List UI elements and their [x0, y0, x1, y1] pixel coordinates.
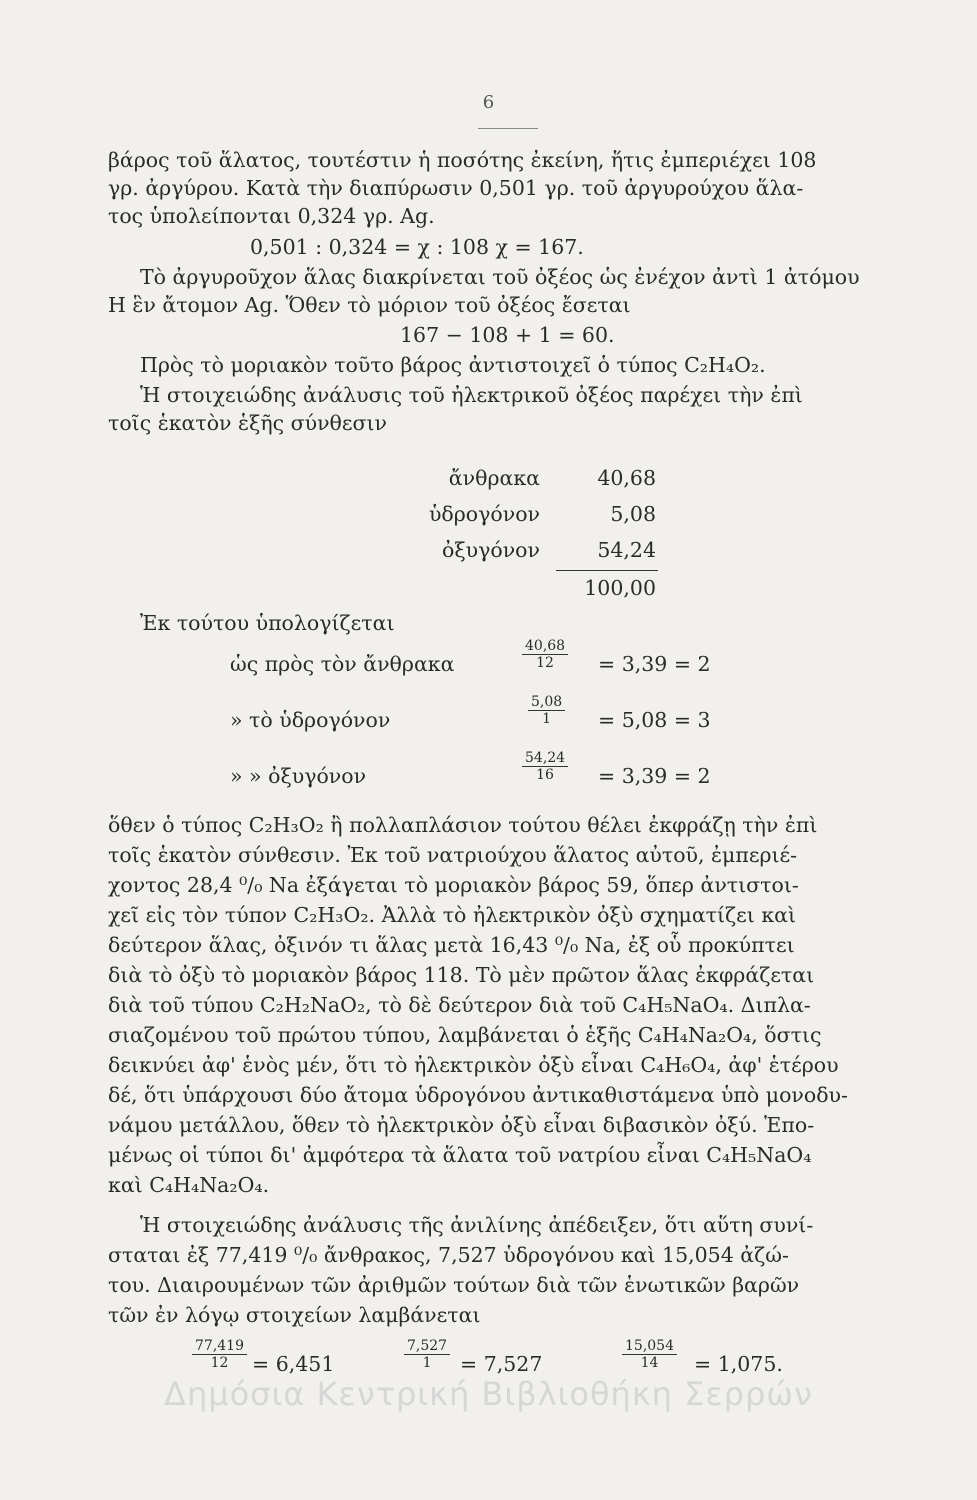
final-fraction — [622, 1338, 677, 1371]
calc-result: = 3,39 = 2 — [598, 652, 711, 676]
text-line: Τὸ ἀργυροῦχον ἅλας διακρίνεται τοῦ ὀξέος ὡς ἐνέχον ἀντὶ 1 ἀτόμου — [140, 265, 860, 289]
text-line: χοντος 28,4 ⁰/₀ Na ἐξάγεται τὸ μοριακὸν βάρος 59, ὅπερ ἀντιστοι- — [108, 873, 799, 897]
calc-fraction — [522, 638, 568, 671]
library-watermark: Δημόσια Κεντρική Βιβλιοθήκη Σερρών — [164, 1375, 813, 1413]
calc-label: » τὸ ὑδρογόνον — [230, 708, 391, 732]
fraction-numerator: 77,419 — [192, 1338, 247, 1355]
sum-rule — [556, 570, 658, 571]
calc-label: » » ὀξυγόνον — [230, 764, 367, 788]
calc-result: = 3,39 = 2 — [598, 764, 711, 788]
text-line: τοῖς ἑκατὸν σύνθεσιν. Ἐκ τοῦ νατριούχου ἅλατος αὐτοῦ, ἐμπεριέ- — [108, 843, 798, 867]
final-result: = 6,451 — [252, 1352, 335, 1376]
text-line: τοῖς ἑκατὸν ἑξῆς σύνθεσιν — [108, 411, 387, 435]
text-line: ὅθεν ὁ τύπος C₂H₃O₂ ἢ πολλαπλάσιον τούτου θέλει ἐκφράζῃ τὴν ἐπὶ — [108, 813, 818, 837]
final-result: = 7,527 — [460, 1352, 543, 1376]
text-line: Ἡ στοιχειώδης ἀνάλυσις τοῦ ἠλεκτρικοῦ ὀξέος παρέχει τὴν ἐπὶ — [140, 383, 803, 407]
text-line: μένως οἱ τύποι δι' ἀμφότερα τὰ ἅλατα τοῦ νατρίου εἶναι C₄H₅NaO₄ — [108, 1143, 812, 1167]
calc-result: = 5,08 = 3 — [598, 708, 711, 732]
calc-intro: Ἐκ τούτου ὑπολογίζεται — [140, 611, 395, 635]
fraction-numerator: 54,24 — [522, 750, 568, 767]
text-line: Ἡ στοιχειώδης ἀνάλυσις τῆς ἀνιλίνης ἀπέδειξεν, ὅτι αὕτη συνί- — [140, 1213, 814, 1237]
proportion-line: 0,501 : 0,324 = χ : 108 χ = 167. — [250, 235, 584, 259]
text-line: βάρος τοῦ ἅλατος, τουτέστιν ἡ ποσότης ἐκείνη, ἥτις ἐμπεριέχει 108 — [108, 148, 817, 172]
composition-total: 100,00 — [584, 576, 656, 600]
fraction-numerator: 40,68 — [522, 638, 568, 655]
text-line: του. Διαιρουμένων τῶν ἀριθμῶν τούτων διὰ τῶν ἑνωτικῶν βαρῶν — [108, 1273, 800, 1297]
fraction-numerator: 15,054 — [622, 1338, 677, 1355]
text-line: Η ἓν ἄτομον Ag. Ὅθεν τὸ μόριον τοῦ ὀξέος ἔσεται — [108, 293, 631, 317]
text-line: τος ὑπολείπονται 0,324 γρ. Ag. — [108, 204, 435, 228]
calc-label: ὡς πρὸς τὸν ἄνθρακα — [230, 652, 455, 676]
header-rule — [478, 128, 538, 129]
equation-line: 167 − 108 + 1 = 60. — [400, 323, 615, 347]
fraction-numerator: 5,08 — [528, 694, 565, 711]
final-fraction — [404, 1338, 450, 1371]
text-line: Πρὸς τὸ μοριακὸν τοῦτο βάρος ἀντιστοιχεῖ ὁ τύπος C₂H₄O₂. — [140, 353, 766, 377]
composition-name: ὀξυγόνον — [442, 538, 540, 562]
composition-name: ἄνθρακα — [448, 466, 540, 490]
composition-value: 40,68 — [597, 466, 656, 490]
fraction-denominator: 12 — [210, 1355, 229, 1371]
text-line: σιαζομένου τοῦ πρώτου τύπου, λαμβάνεται ὁ ἑξῆς C₄H₄Na₂O₄, ὅστις — [108, 1023, 822, 1047]
calc-fraction — [522, 750, 568, 783]
final-fraction — [192, 1338, 247, 1371]
text-line: καὶ C₄H₄Na₂O₄. — [108, 1173, 270, 1197]
fraction-denominator: 12 — [536, 655, 554, 671]
text-line: γρ. ἀργύρου. Κατὰ τὴν διαπύρωσιν 0,501 γρ. τοῦ ἀργυρούχου ἅλα- — [108, 176, 804, 200]
calc-fraction — [528, 694, 565, 727]
fraction-denominator: 1 — [542, 711, 552, 727]
text-line: διὰ τὸ ὀξὺ τὸ μοριακὸν βάρος 118. Τὸ μὲν πρῶτον ἅλας ἐκφράζεται — [108, 963, 815, 987]
text-line: δεικνύει ἀφ' ἑνὸς μέν, ὅτι τὸ ἠλεκτρικὸν ὀξὺ εἶναι C₄H₆O₄, ἀφ' ἑτέρου — [108, 1053, 839, 1077]
fraction-denominator: 14 — [640, 1355, 659, 1371]
fraction-denominator: 16 — [536, 767, 554, 783]
text-line: διὰ τοῦ τύπου C₂H₂NaO₂, τὸ δὲ δεύτερον διὰ τοῦ C₄H₅NaO₄. Διπλα- — [108, 993, 811, 1017]
composition-name: ὑδρογόνον — [428, 502, 540, 526]
text-line: χεῖ εἰς τὸν τύπον C₂H₃O₂. Ἀλλὰ τὸ ἠλεκτρικὸν ὀξὺ σχηματίζει καὶ — [108, 903, 797, 927]
text-line: νάμου μετάλλου, ὅθεν τὸ ἠλεκτρικὸν ὀξὺ εἶναι διβασικὸν ὀξύ. Ἑπο- — [108, 1113, 815, 1137]
composition-value: 54,24 — [597, 538, 656, 562]
composition-value: 5,08 — [610, 502, 656, 526]
text-line: δεύτερον ἅλας, ὀξινόν τι ἅλας μετὰ 16,43 ⁰/₀ Na, ἐξ οὗ προκύπτει — [108, 933, 795, 957]
text-line: τῶν ἐν λόγῳ στοιχείων λαμβάνεται — [108, 1303, 481, 1327]
text-line: σταται ἐξ 77,419 ⁰/₀ ἄνθρακος, 7,527 ὑδρογόνου καὶ 15,054 ἀζώ- — [108, 1243, 789, 1267]
page-number: 6 — [482, 92, 495, 113]
final-result: = 1,075. — [694, 1352, 783, 1376]
fraction-denominator: 1 — [422, 1355, 432, 1371]
text-line: δέ, ὅτι ὑπάρχουσι δύο ἄτομα ὑδρογόνου ἀντικαθιστάμενα ὑπὸ μονοδυ- — [108, 1083, 848, 1107]
fraction-numerator: 7,527 — [404, 1338, 450, 1355]
